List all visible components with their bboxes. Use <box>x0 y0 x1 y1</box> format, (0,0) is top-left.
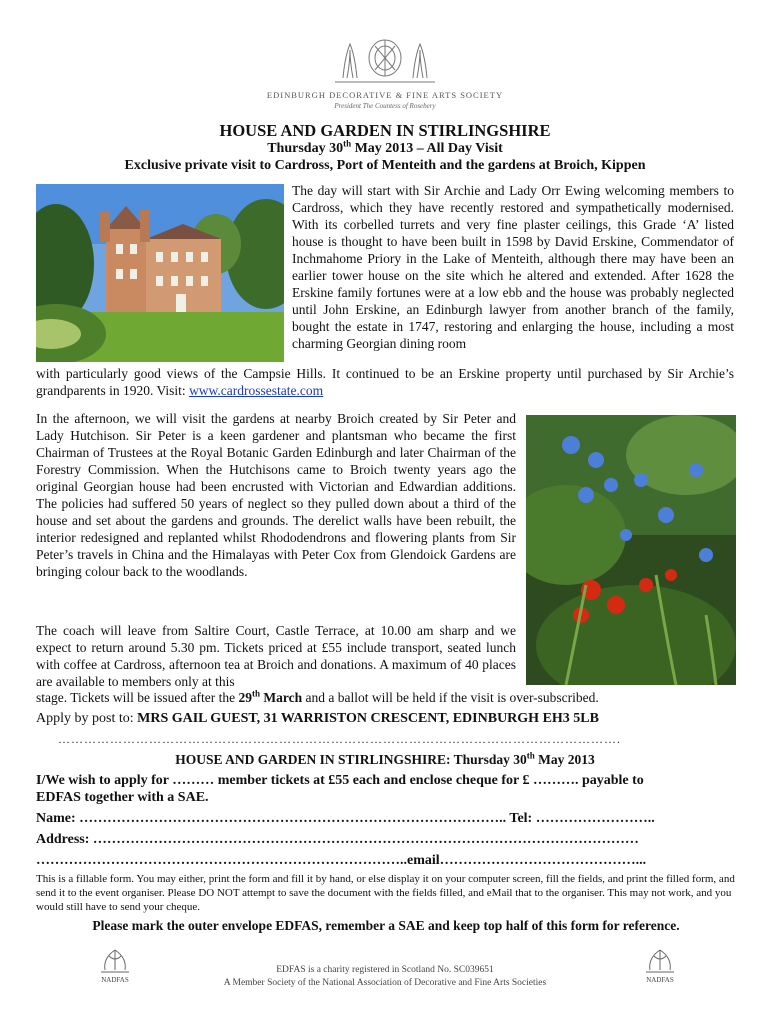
event-title: HOUSE AND GARDEN IN STIRLINGSHIRE <box>219 121 551 140</box>
ticket-details: stage. Tickets will be issued after the 29th March and a ballot will be held if the visit is over-subscribed. <box>36 688 599 705</box>
society-name: EDINBURGH DECORATIVE & FINE ARTS SOCIETY <box>266 90 504 100</box>
nadfas-label-left: NADFAS <box>101 976 129 984</box>
name-tel-field[interactable]: Name: ……………………………………………………………………………….. Tel: …………………….. <box>36 811 655 826</box>
form-title: HOUSE AND GARDEN IN STIRLINGSHIRE: Thursday 30th May 2013 <box>175 750 595 767</box>
society-logo <box>0 36 770 86</box>
cardross-description: The day will start with Sir Archie and Lady Orr Ewing welcoming members to Cardross, which they have recently restored and sympathetically modernised. With its corbelled turrets and very fine plaster ceilings, this Grade ‘A’ listed house is thought to have been built in 1598 by David Erskine, Commendator of Inchmahome Priory in the Lake of Menteith, although there may have been an earlier tower house on the site which he altered and extended. After 1628 the Erskine family fortunes were at a low ebb and the house was probably neglected until John Erskine, an Edinburgh lawyer from another branch of the family, bought the estate in 1747, restoring and enlarging the house, including a most charming Georgian dining room <box>292 183 734 351</box>
fillable-form-note: This is a fillable form. You may either, print the form and fill it by hand, or else display it on your computer screen, fill the fields, and print the filled form, and send it to the event organiser. Please DO NOT attempt to save the document with the fields filled, and eMail that to the organiser. This may not work, and you would still have to send your cheque. <box>36 873 735 913</box>
ticket-request-cont: EDFAS together with a SAE. <box>36 790 209 805</box>
nadfas-label-right: NADFAS <box>646 976 674 984</box>
broich-description: In the afternoon, we will visit the gardens at nearby Broich created by Sir Peter and Lady Hutchison. Sir Peter is a keen gardener and plantsman who became the first Chairman of Trustees at the Royal Botanic Garden Edinburgh and later Chairman of the Forestry Commission. When the Hutchisons came to Broich twenty years ago the original Georgian house had been encrusted with Victorian and Edwardian additions. The policies had suffered 50 years of neglect so they pulled down about a third of the house and set about the gardens and grounds. The derelict walls have been rebuilt, the interior redesigned and replanted whilst Rhododendrons and flowering plants from Sir Peter’s travels in China and the Himalayas with Peter Cox from Glendoick Gardens are bringing colour back to the woodlands. <box>36 411 516 579</box>
cardross-house-photo <box>36 184 284 362</box>
email-field[interactable]: ……………………………………………………………………..email……………………………………... <box>36 853 647 868</box>
cut-line: …………………………………………………………………………………………………………………. <box>58 732 621 746</box>
apply-address: Apply by post to: MRS GAIL GUEST, 31 WARRISTON CRESCENT, EDINBURGH EH3 5LB <box>36 711 599 726</box>
cardross-website-link[interactable]: www.cardrossestate.com <box>189 383 324 398</box>
address-field[interactable]: Address: ……………………………………………………………………………………………………… <box>36 832 639 847</box>
society-president: President The Countess of Rosebery <box>334 102 436 110</box>
ticket-request-field[interactable]: I/We wish to apply for ……… member tickets at £55 each and enclose cheque for £ ………. payable to <box>36 773 644 788</box>
broich-garden-photo <box>526 415 736 685</box>
cardross-description-cont: with particularly good views of the Campsie Hills. It continued to be an Erskine property until purchased by Sir Archie’s grandparents in 1920. Visit: www.cardrossestate.com <box>36 366 734 398</box>
event-subtitle: Exclusive private visit to Cardross, Port of Menteith and the gardens at Broich, Kippen <box>124 158 646 173</box>
event-date: Thursday 30th May 2013 – All Day Visit <box>267 138 503 156</box>
charity-registration: EDFAS is a charity registered in Scotland No. SC039651 <box>276 965 494 975</box>
travel-details: The coach will leave from Saltire Court, Castle Terrace, at 10.00 am sharp and we expect to return around 5.30 pm. Tickets priced at £55 include transport, seated lunch with coffee at Cardross, afternoon tea at Broich and donations. A maximum of 40 places are available to members only at this <box>36 623 516 689</box>
envelope-notice: Please mark the outer envelope EDFAS, remember a SAE and keep top half of this form for reference. <box>92 918 680 933</box>
nadfas-membership: A Member Society of the National Association of Decorative and Fine Arts Societies <box>223 978 547 988</box>
